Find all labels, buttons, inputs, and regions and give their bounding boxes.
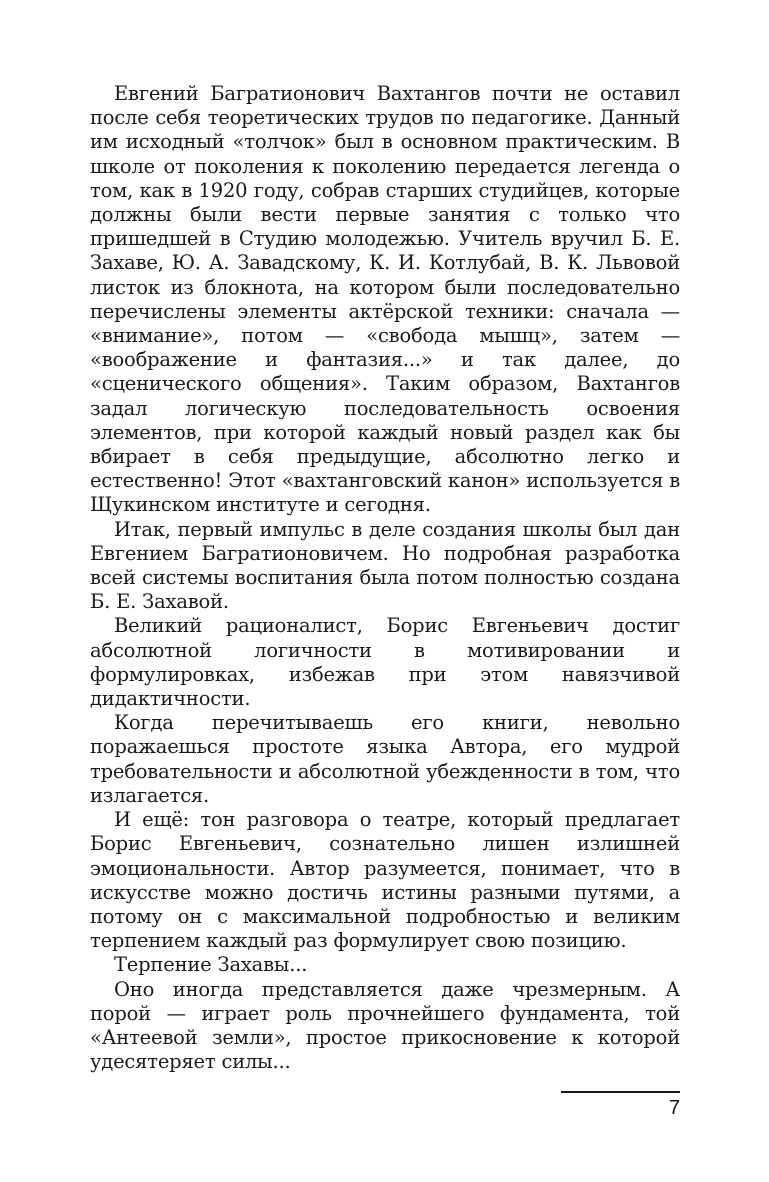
page-body <box>90 82 680 1074</box>
paragraph-7: Оно иногда представляется даже чрезмерным. А порой — играет роль прочнейшего фундамента, той «Антеевой земли», простое прикосновение к которой удесятеряет силы... <box>90 977 680 1074</box>
paragraph-3: Великий рационалист, Борис Евгеньевич достиг абсолютной логичности в мотивировании и формулировках, избежав при этом навязчивой дидактичности. <box>90 614 680 711</box>
paragraph-1: Евгений Багратионович Вахтангов почти не оставил после себя теоретических трудов по педагогике. Данный им исходный «толчок» был в основном практическим. В школе от поколения к поколению передается легенда о том, как в 1920 году, собрав старших студийцев, которые должны были вести первые занятия с только что пришедшей в Студию молодежью. Учитель вручил Б. Е. Захаве, Ю. А. Завадскому, К. И. Котлубай, В. К. Львовой листок из блокнота, на котором были последовательно перечислены элементы актёрской техники: сначала — «внимание», потом — «свобода мышц», затем — «воображение и фантазия...» и так далее, до «сценического общения». Таким образом, Вахтангов задал логическую последовательность освоения элементов, при которой каждый новый раздел как бы вбирает в себя предыдущие, абсолютно легко и естественно! Этот «вахтанговский канон» используется в Щукинском институте и сегодня. <box>90 82 680 517</box>
footer-rule <box>561 1091 680 1093</box>
paragraph-2: Итак, первый импульс в деле создания школы был дан Евгением Багратионовичем. Но подробная разработка всей системы воспитания была потом полностью создана Б. Е. Захавой. <box>90 517 680 614</box>
paragraph-5: И ещё: тон разговора о театре, который предлагает Борис Евгеньевич, сознательно лишен излишней эмоциональности. Автор разумеется, понимает, что в искусстве можно достичь истины разными путями, а потому он с максимальной подробностью и великим терпением каждый раз формулирует свою позицию. <box>90 808 680 953</box>
page-number: 7 <box>668 1097 680 1119</box>
paragraph-4: Когда перечитываешь его книги, невольно поражаешься простоте языка Автора, его мудрой требовательности и абсолютной убежденности в том, что излагается. <box>90 711 680 807</box>
paragraph-6: Терпение Захавы... <box>114 953 308 977</box>
